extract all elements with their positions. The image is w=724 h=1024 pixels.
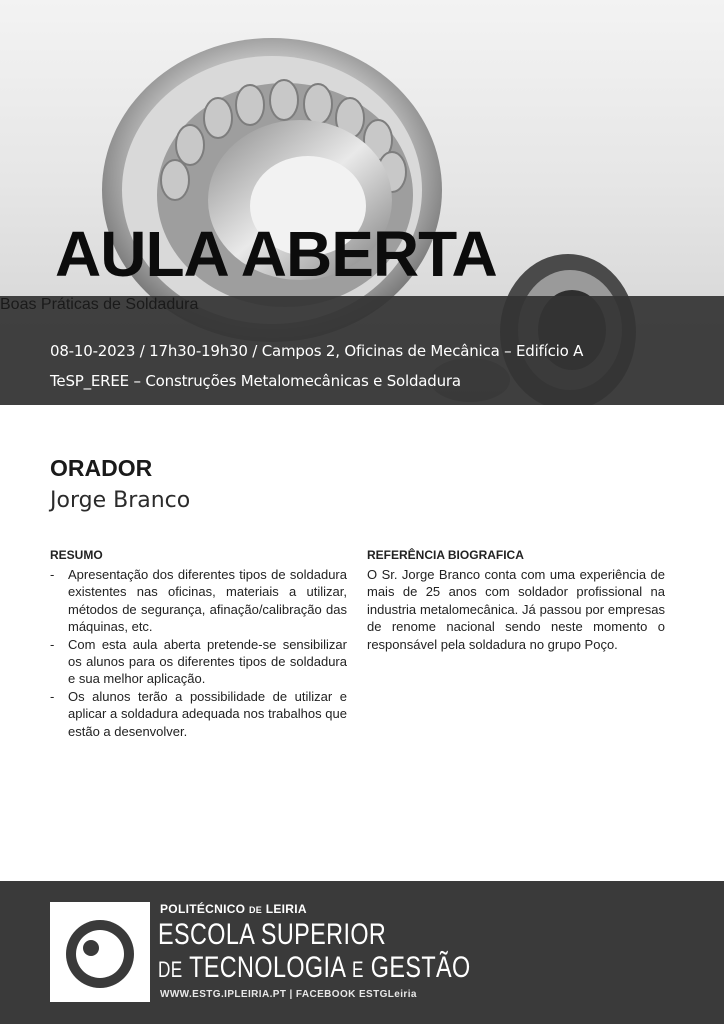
school-name-line1: ESCOLA SUPERIOR <box>158 918 387 951</box>
event-details: 08-10-2023 / 17h30-19h30 / Campos 2, Oficinas de Mecânica – Edifício A <box>50 342 584 360</box>
bio-text: O Sr. Jorge Branco conta com uma experiência de mais de 25 anos com soldador profissional na industria metalomecânica. Já passou por empresas de renome nacional sendo neste momento o responsável pela soldadura no grupo Poço. <box>367 567 665 652</box>
bio-heading: REFERÊNCIA BIOGRAFICA <box>367 548 524 562</box>
institution-word: DE <box>248 905 263 915</box>
logo-circle-icon <box>50 902 150 1002</box>
event-subtitle <box>0 296 198 314</box>
school-word: TECNOLOGIA <box>189 951 346 984</box>
footer-links <box>160 989 417 1000</box>
list-item: - Apresentação dos diferentes tipos de soldadura existentes nas oficinas, materiais a utilizar, métodos de segurança, afinação/calibração das máquinas, etc. <box>50 566 347 636</box>
list-item: - Com esta aula aberta pretende-se sensibilizar os alunos para os diferentes tipos de soldadura e sua melhor aplicação. <box>50 636 347 688</box>
resumo-list <box>50 566 347 740</box>
institution-name <box>160 902 307 916</box>
school-name-line2 <box>158 952 471 986</box>
institution-word: LEIRIA <box>265 902 307 916</box>
school-word: DE <box>158 957 183 982</box>
ipleiria-logo-icon <box>50 902 150 1002</box>
speaker-name: Jorge Branco <box>50 488 191 513</box>
event-course: TeSP_EREE – Construções Metalomecânicas e Soldadura <box>50 372 461 390</box>
school-word: E <box>352 957 364 982</box>
institution-word: POLITÉCNICO <box>160 902 246 916</box>
event-title: AULA ABERTA <box>55 218 497 290</box>
school-word: GESTÃO <box>370 951 471 984</box>
event-subtitle-text: Boas Práticas de Soldadura <box>0 296 199 313</box>
website-link[interactable]: WWW.ESTG.IPLEIRIA.PT <box>160 989 287 1000</box>
list-item: - Os alunos terão a possibilidade de utilizar e aplicar a soldadura adequada nos trabalhos que estão a desenvolver. <box>50 688 347 740</box>
facebook-link[interactable]: | FACEBOOK ESTGLeiria <box>289 989 417 1000</box>
speaker-label: ORADOR <box>50 455 153 481</box>
resumo-heading: RESUMO <box>50 548 103 562</box>
